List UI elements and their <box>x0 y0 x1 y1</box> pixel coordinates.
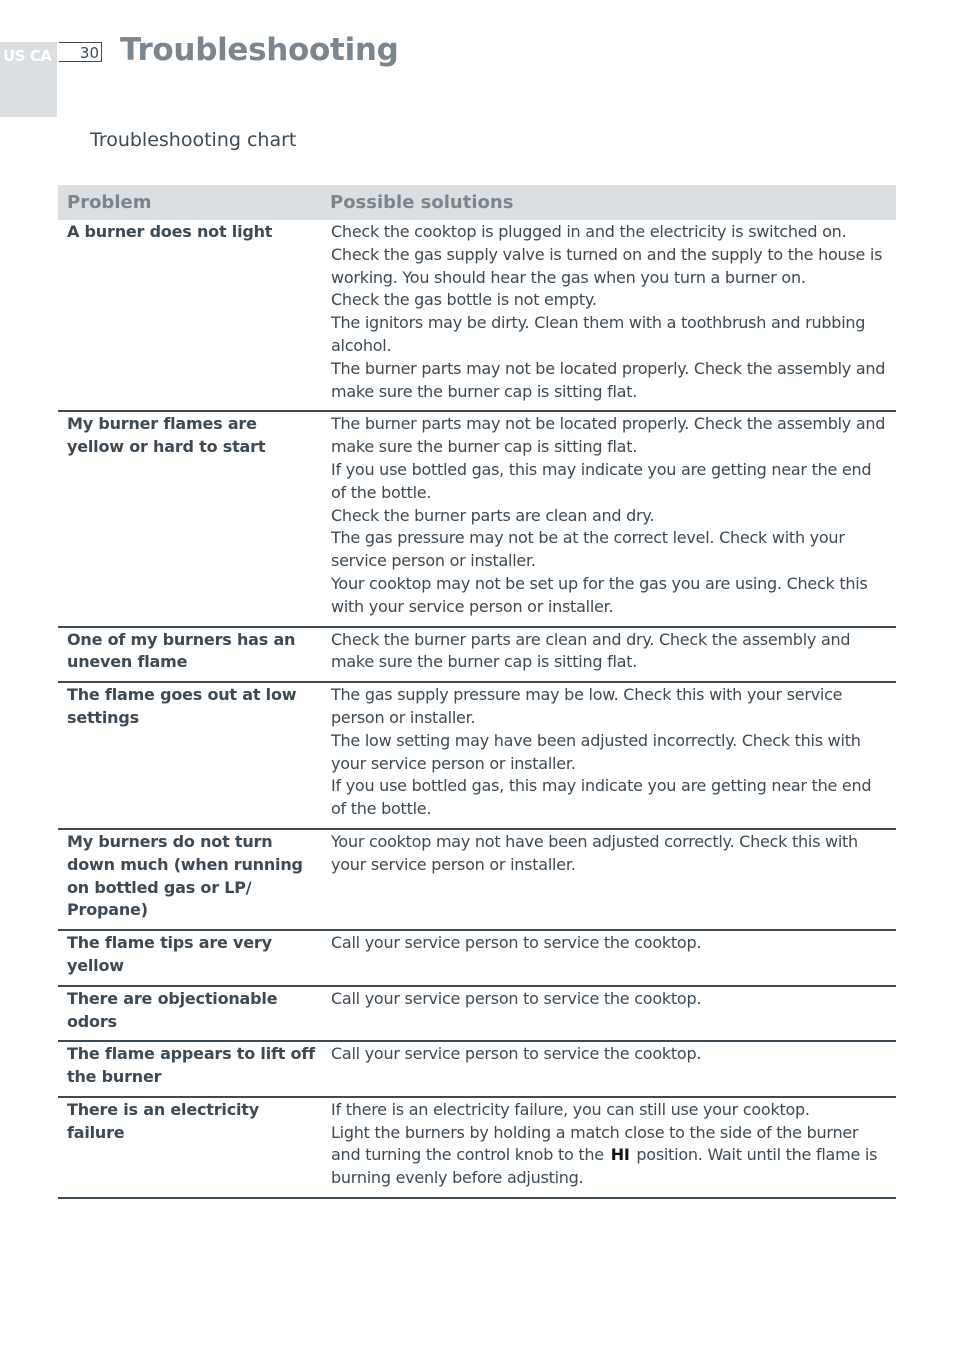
solution-text: The ignitors may be dirty. Clean them with a toothbrush and rubbing alcohol. <box>331 313 866 355</box>
solution-text: Check the gas supply valve is turned on and the supply to the house is working. You should hear the gas when you turn a burner on. <box>331 244 883 287</box>
solutions-cell <box>321 1097 896 1198</box>
table-row <box>58 930 896 986</box>
solution-text: The gas supply pressure may be low. Check this with your service person or installer. <box>331 685 843 727</box>
problem-cell: My burners do not turn down much (when running on bottled gas or LP/ Propane) <box>58 829 321 930</box>
solutions-cell <box>321 682 896 829</box>
table-row <box>58 411 896 626</box>
problem-cell: A burner does not light <box>58 220 321 411</box>
solution-text: The burner parts may not be located properly. Check the assembly and make sure the burner cap is sitting flat. <box>331 358 886 401</box>
solutions-cell <box>321 829 896 930</box>
solution-text-with-knob <box>331 1122 888 1190</box>
problem-cell: One of my burners has an uneven flame <box>58 627 321 683</box>
solution-text: Call your service person to service the cooktop. <box>331 933 702 953</box>
solutions-cell <box>321 627 896 683</box>
solutions-cell <box>321 1041 896 1097</box>
solutions-cell <box>321 930 896 986</box>
solution-text: If you use bottled gas, this may indicate you are getting near the end of the bottle. <box>331 459 872 502</box>
problem-cell: The flame tips are very yellow <box>58 930 321 986</box>
region-label: US CA <box>3 47 52 65</box>
problem-cell: The flame goes out at low settings <box>58 682 321 829</box>
solution-text: Light the burners by holding a match close to the side of the burner and turning the control knob to the <box>331 1122 859 1165</box>
table-header-row <box>58 185 896 220</box>
solution-text: Check the cooktop is plugged in and the electricity is switched on. <box>331 222 847 241</box>
solution-text: If there is an electricity failure, you can still use your cooktop. <box>331 1099 810 1119</box>
table-row <box>58 682 896 829</box>
solutions-cell <box>321 411 896 626</box>
table-row <box>58 829 896 930</box>
solution-text: position. Wait until the flame is burning evenly before adjusting. <box>331 1145 878 1188</box>
table-row <box>58 627 896 683</box>
page-number: 30 <box>59 42 102 62</box>
solution-text: The low setting may have been adjusted incorrectly. Check this with your service person or installer. <box>331 730 861 773</box>
solution-text: The burner parts may not be located properly. Check the assembly and make sure the burner cap is sitting flat. <box>331 414 886 457</box>
solution-text: Check the gas bottle is not empty. <box>331 290 597 310</box>
page-title: Troubleshooting <box>120 32 399 68</box>
knob-position-label: HI <box>610 1145 630 1165</box>
problem-cell: There is an electricity failure <box>58 1097 321 1198</box>
solution-text: Call your service person to service the cooktop. <box>331 1044 702 1064</box>
solutions-cell <box>321 220 896 411</box>
section-heading: Troubleshooting chart <box>90 129 297 151</box>
solution-text: Your cooktop may not have been adjusted correctly. Check this with your service person or installer. <box>331 831 858 874</box>
table-row <box>58 1041 896 1097</box>
troubleshooting-table <box>58 185 896 1199</box>
problem-cell: My burner flames are yellow or hard to start <box>58 411 321 626</box>
solution-text: Check the burner parts are clean and dry. <box>331 505 655 525</box>
solution-text: If you use bottled gas, this may indicate you are getting near the end of the bottle. <box>331 776 872 819</box>
table-row <box>58 986 896 1042</box>
table-row <box>58 1097 896 1198</box>
solutions-cell <box>321 986 896 1042</box>
solution-text: The gas pressure may not be at the correct level. Check with your service person or installer. <box>331 528 845 571</box>
problem-cell: There are objectionable odors <box>58 986 321 1042</box>
solution-text: Your cooktop may not be set up for the gas you are using. Check this with your service person or installer. <box>331 573 868 616</box>
solution-text: Check the burner parts are clean and dry. Check the assembly and make sure the burner cap is sitting flat. <box>331 629 851 672</box>
problem-cell: The flame appears to lift off the burner <box>58 1041 321 1097</box>
column-header-problem: Problem <box>58 185 321 220</box>
column-header-solutions: Possible solutions <box>321 185 896 220</box>
table-row <box>58 220 896 411</box>
solution-text: Call your service person to service the cooktop. <box>331 988 702 1008</box>
